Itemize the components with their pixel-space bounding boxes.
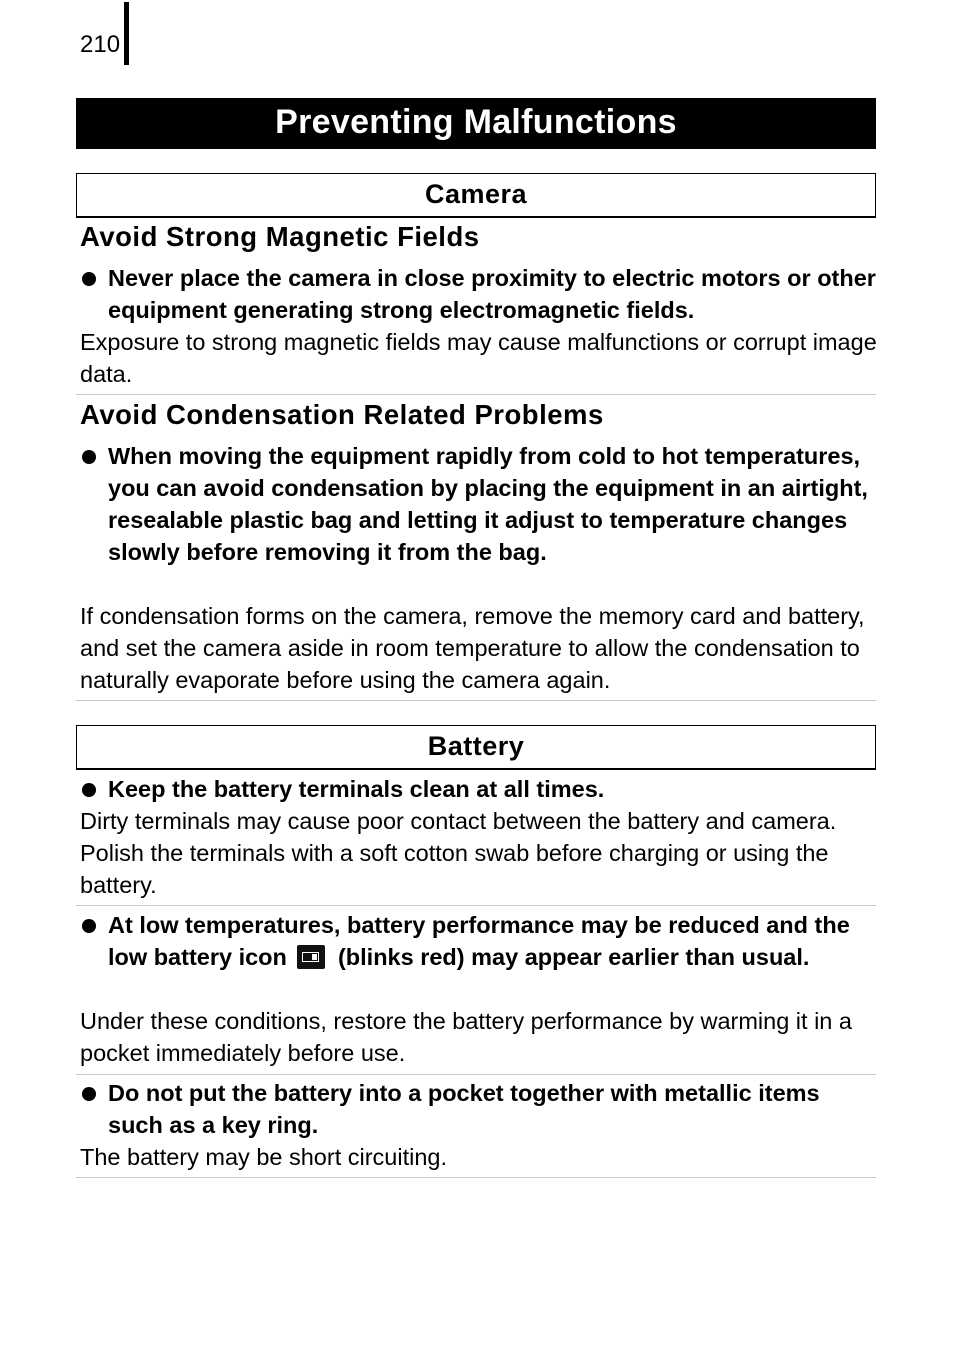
bullet-dot-icon bbox=[82, 450, 96, 464]
bullet-magnetic-fields bbox=[80, 262, 880, 326]
bullet-text-part1: At low temperatures, battery performance may be reduced and the low battery icon bbox=[108, 912, 850, 970]
body-metallic-items: The battery may be short circuiting. bbox=[80, 1144, 448, 1170]
divider bbox=[76, 700, 876, 701]
bullet-condensation bbox=[80, 440, 880, 568]
bullet-dot-icon bbox=[82, 1087, 96, 1101]
page-title: Preventing Malfunctions bbox=[76, 98, 876, 149]
bullet-text: Do not put the battery into a pocket together with metallic items such as a key ring. bbox=[108, 1080, 820, 1138]
bullet-metallic-items bbox=[80, 1077, 880, 1141]
bullet-dot-icon bbox=[82, 783, 96, 797]
subheading-condensation: Avoid Condensation Related Problems bbox=[80, 399, 604, 430]
bullet-battery-terminals bbox=[80, 773, 880, 805]
bullet-text: When moving the equipment rapidly from cold to hot temperatures, you can avoid condensation by placing the equipment in an airtight, resealable plastic bag and letting it adjust to temperature changes slowly before removing it from the bag. bbox=[108, 443, 868, 565]
bullet-text: Never place the camera in close proximity to electric motors or other equipment generating strong electromagnetic fields. bbox=[108, 265, 876, 323]
divider bbox=[76, 394, 876, 395]
subheading-magnetic-fields: Avoid Strong Magnetic Fields bbox=[80, 221, 480, 252]
bullet-low-temperature bbox=[80, 909, 880, 973]
page-number-bar bbox=[124, 2, 129, 65]
body-low-temperature: Under these conditions, restore the battery performance by warming it in a pocket immediately before use. bbox=[80, 1008, 852, 1066]
body-magnetic-fields: Exposure to strong magnetic fields may cause malfunctions or corrupt image data. bbox=[80, 329, 877, 387]
body-battery-terminals: Dirty terminals may cause poor contact between the battery and camera. Polish the terminals with a soft cotton swab before charging or using the battery. bbox=[80, 808, 837, 898]
divider bbox=[76, 1074, 876, 1075]
bullet-dot-icon bbox=[82, 272, 96, 286]
divider bbox=[76, 905, 876, 906]
page-number: 210 bbox=[80, 31, 121, 58]
bullet-text: Keep the battery terminals clean at all times. bbox=[108, 776, 605, 802]
body-condensation: If condensation forms on the camera, remove the memory card and battery, and set the camera aside in room temperature to allow the condensation to naturally evaporate before using the camera again. bbox=[80, 603, 865, 693]
low-battery-icon bbox=[297, 945, 325, 969]
section-heading-battery: Battery bbox=[76, 725, 876, 770]
bullet-text-part2: (blinks red) may appear earlier than usual. bbox=[337, 944, 810, 970]
divider bbox=[76, 1177, 876, 1178]
section-heading-camera: Camera bbox=[76, 173, 876, 218]
bullet-dot-icon bbox=[82, 919, 96, 933]
